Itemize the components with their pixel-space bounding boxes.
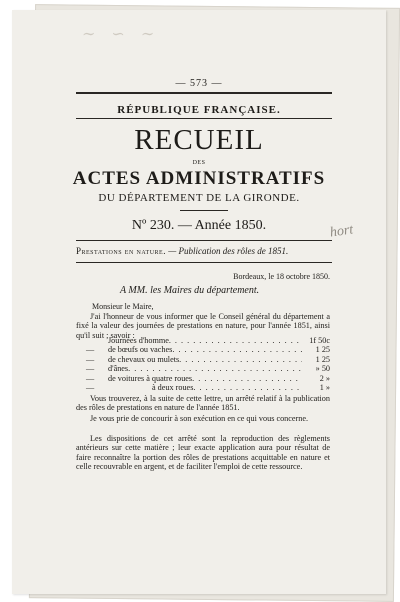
subject-label: Prestations en nature. (76, 246, 166, 256)
tariff-table (86, 336, 330, 392)
paragraph-4: Les dispositions de cet arrêté sont la reproduction des règlements antérieurs sur cette matière ; leur exacte application aura pour résultat de faire reconnaître la portion des rôles de prestations acquittable en nature et celle recouvrable en argent, et de faciliter l'emploi de cette ressource. (76, 434, 330, 472)
tariff-amount: 1 25 (315, 354, 330, 364)
tariff-label: d'ânes (108, 364, 129, 374)
tariff-row (86, 355, 330, 364)
tariff-row (86, 383, 330, 392)
tariff-row (86, 374, 330, 383)
salutation: Monsieur le Maire, (92, 302, 154, 311)
tariff-amount: 1 25 (315, 345, 330, 355)
tariff-dash: — (86, 382, 95, 392)
subject-line (76, 246, 332, 256)
subject-title: — Publication des rôles de 1851. (168, 246, 289, 256)
page-number: — 573 — (175, 78, 223, 89)
short-rule (180, 210, 228, 211)
paragraph-1: J'ai l'honneur de vous informer que le Conseil général du département a fixé la valeur des journées de prestations en nature, pour l'année 1851, ainsi qu'il suit ; savoir : (76, 312, 330, 340)
tariff-label: de chevaux ou mulets (108, 354, 180, 364)
subject-rule-top (76, 240, 332, 241)
tariff-label: de bœufs ou vaches (108, 345, 173, 355)
tariff-dash: — (86, 373, 95, 383)
dateline: Bordeaux, le 18 octobre 1850. (233, 272, 330, 281)
header-republic: RÉPUBLIQUE FRANÇAISE. (117, 104, 281, 116)
subject-rule-bottom (76, 262, 332, 263)
addressee: A MM. les Maires du département. (120, 285, 260, 296)
tariff-amount: » 50 (315, 364, 330, 374)
handwritten-note: hort (329, 222, 355, 241)
tariff-row (86, 336, 330, 345)
tariff-label: à deux roues (152, 382, 194, 392)
tariff-dash: — (86, 345, 95, 355)
title-recueil: RECUEIL (134, 124, 264, 156)
tariff-row (86, 345, 330, 354)
tariff-label: Journées d'homme (108, 336, 169, 345)
tariff-dash: — (86, 364, 95, 374)
issue-number: Nº 230. — Année 1850. (131, 218, 267, 233)
document-page (12, 10, 386, 594)
tariff-amount: 1 » (319, 382, 330, 392)
paragraph-2: Vous trouverez, à la suite de cette lettre, un arrêté relatif à la publication des rôles de prestations en nature de l'année 1851. (76, 394, 330, 413)
paragraph-3: Je vous prie de concourir à son exécution en ce qui vous concerne. (90, 414, 309, 423)
tariff-label: de voitures à quatre roues (108, 373, 193, 383)
title-department: DU DÉPARTEMENT DE LA GIRONDE. (98, 192, 300, 204)
title-actes: ACTES ADMINISTRATIFS (72, 168, 326, 189)
faint-pencil-marks: ∼ ∽ ∼ (82, 26, 161, 43)
top-rule (76, 92, 332, 94)
title-des: DES (192, 160, 206, 166)
republic-rule (76, 118, 332, 119)
tariff-amount: 2 » (319, 373, 330, 383)
tariff-row (86, 364, 330, 373)
tariff-dash: — (86, 354, 95, 364)
tariff-amount: 1f 50c (309, 336, 330, 345)
